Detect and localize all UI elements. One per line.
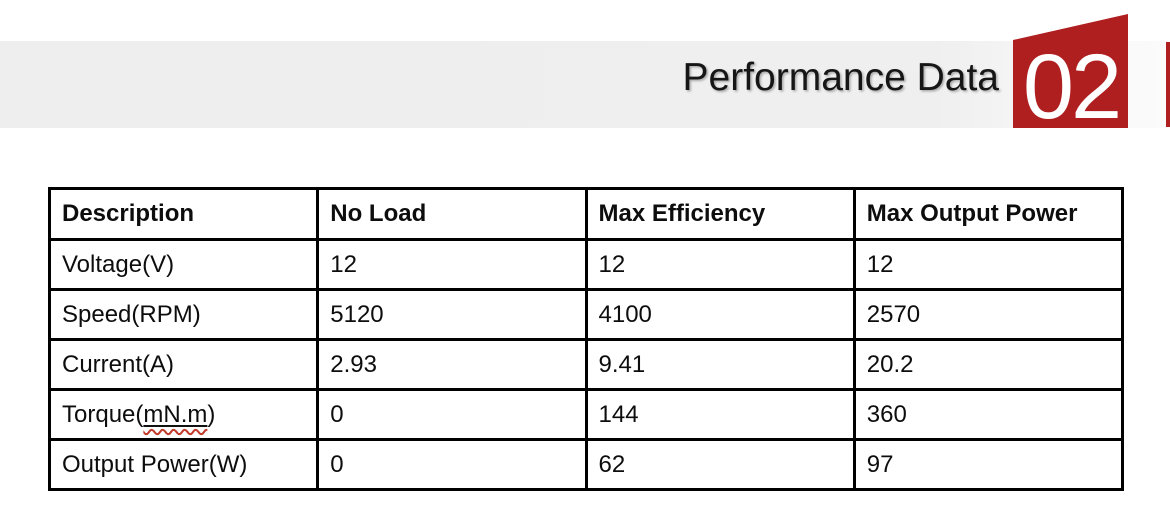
cell-value: 2570 (854, 290, 1122, 340)
spellcheck-squiggle (143, 401, 207, 428)
cell-value: 62 (586, 440, 854, 490)
column-header-max-output-power: Max Output Power (854, 189, 1122, 240)
cell-value: 97 (854, 440, 1122, 490)
row-label: Current(A) (50, 340, 318, 390)
cell-value: 144 (586, 390, 854, 440)
table-row-voltage (50, 240, 1123, 290)
torque-label-prefix: Torque( (62, 400, 144, 428)
cell-value: 20.2 (854, 340, 1122, 390)
edge-accent-bar (1166, 42, 1170, 127)
header-row (50, 189, 1123, 240)
page-title: Performance Data (682, 56, 999, 99)
cell-value: 2.93 (318, 340, 586, 390)
performance-table (48, 187, 1124, 491)
table-row-output-power (50, 440, 1123, 490)
cell-value: 12 (854, 240, 1122, 290)
column-header-max-efficiency: Max Efficiency (586, 189, 854, 240)
column-header-description: Description (50, 189, 318, 240)
column-header-no-load: No Load (318, 189, 586, 240)
torque-label-suffix: ) (207, 400, 216, 428)
section-badge (1013, 14, 1128, 128)
cell-value: 5120 (318, 290, 586, 340)
table-row-speed (50, 290, 1123, 340)
cell-value: 12 (586, 240, 854, 290)
row-label: Output Power(W) (50, 440, 318, 490)
cell-value: 360 (854, 390, 1122, 440)
cell-value: 4100 (586, 290, 854, 340)
table-row-torque (50, 390, 1123, 440)
cell-value: 9.41 (586, 340, 854, 390)
torque-underlined-unit: mN.m (143, 400, 208, 428)
cell-value: 0 (318, 440, 586, 490)
cell-value: 0 (318, 390, 586, 440)
row-label: Speed(RPM) (50, 290, 318, 340)
table-row-current (50, 340, 1123, 390)
row-label: Voltage(V) (50, 240, 318, 290)
badge-number: 02 (1022, 36, 1120, 128)
row-label (50, 390, 318, 440)
cell-value: 12 (318, 240, 586, 290)
